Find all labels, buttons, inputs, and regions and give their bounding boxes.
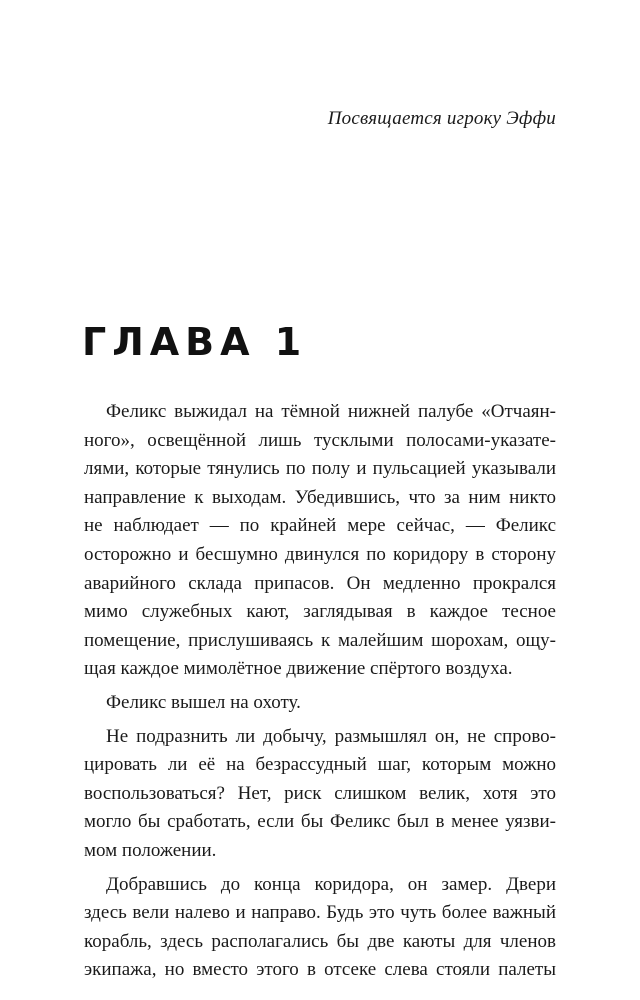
- text-line: не наблюдает — по крайней мере сейчас, — Феликс: [84, 515, 556, 537]
- text-line: мом положении.: [84, 839, 217, 861]
- text-line: щая каждое мимолётное движение спёртого воздуха.: [84, 658, 513, 680]
- text-line: цировать ли её на безрассудный шаг, которым можно: [84, 754, 556, 776]
- text-line: Феликс вышел на охоту.: [106, 691, 301, 713]
- text-line: лями, которые тянулись по полу и пульсацией указывали: [84, 458, 556, 480]
- chapter-title: ГЛАВА 1: [82, 320, 308, 364]
- chapter-body: [84, 398, 556, 990]
- text-line: аварийного склада припасов. Он медленно прокрался: [84, 572, 556, 594]
- text-line: здесь вели налево и направо. Будь это чуть более важный: [84, 902, 556, 924]
- text-line: воспользоваться? Нет, риск слишком велик, хотя это: [84, 782, 556, 804]
- text-line: мимо служебных кают, заглядывая в каждое тесное: [84, 601, 556, 623]
- text-line: могло бы сработать, если бы Феликс был в менее уязви-: [84, 811, 556, 833]
- text-line: Добравшись до конца коридора, он замер. Двери: [106, 873, 556, 895]
- paragraph: [84, 398, 556, 684]
- text-line: Феликс выжидал на тёмной нижней палубе «Отчаян-: [106, 401, 556, 422]
- text-line: направление к выходам. Убедившись, что за ним никто: [84, 486, 556, 508]
- paragraph: [84, 871, 556, 985]
- text-line: осторожно и бесшумно двинулся по коридору в сторону: [84, 543, 556, 565]
- text-line: ного», освещённой лишь тусклыми полосами-указате-: [84, 429, 556, 451]
- text-line: корабль, здесь располагались бы две каюты для членов: [84, 930, 556, 952]
- text-line: помещение, прислушиваясь к малейшим шорохам, ощу-: [84, 629, 556, 651]
- dedication: Посвящается игроку Эффи: [327, 108, 556, 129]
- paragraph: [84, 689, 556, 718]
- text-line: экипажа, но вместо этого в отсеке слева стояли палеты: [84, 959, 556, 981]
- paragraph: [84, 723, 556, 866]
- text-line: Не подразнить ли добычу, размышлял он, не спрово-: [106, 725, 556, 747]
